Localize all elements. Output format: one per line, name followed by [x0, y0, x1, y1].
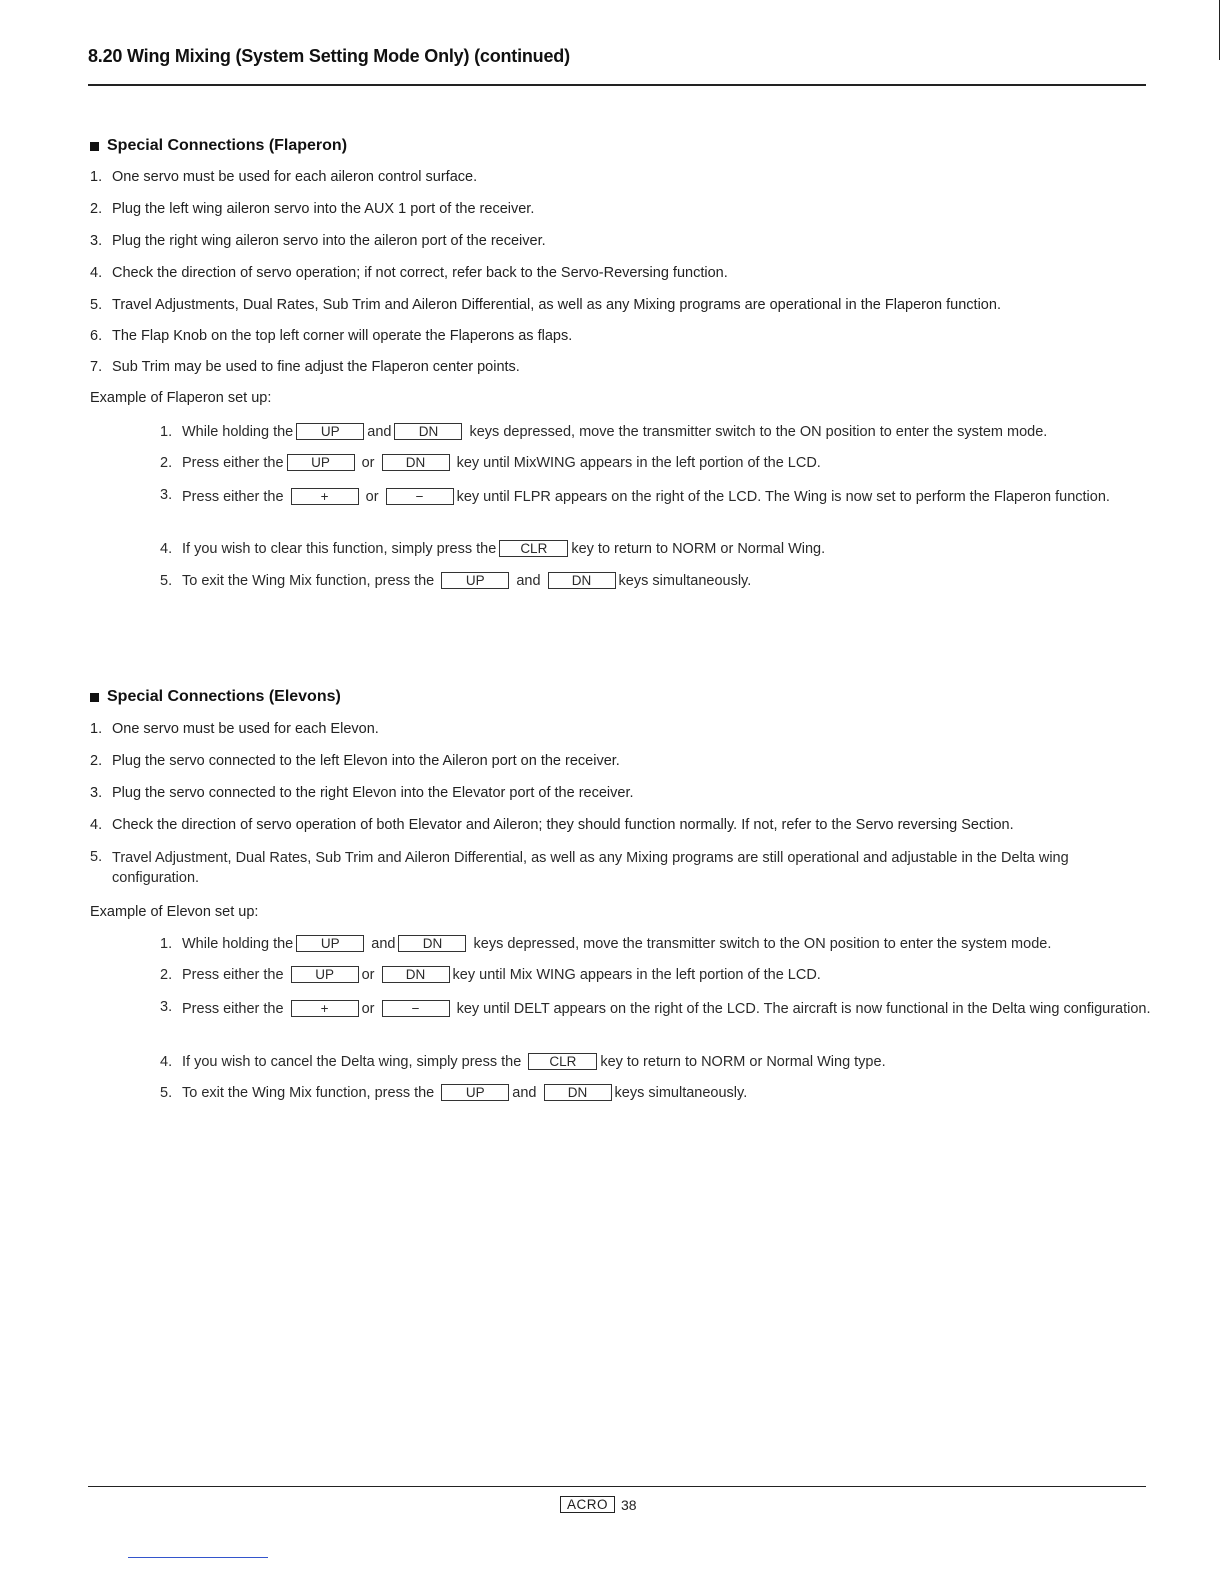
flaperon-step-2: 2. Press either the UP or DN key until MixWING appears in the left portion of the LCD.	[160, 455, 821, 471]
list-item: 4. Check the direction of servo operation; if not correct, refer back to the Servo-Reversing function.	[90, 265, 728, 281]
page-footer	[560, 1496, 637, 1513]
list-item: 3. Plug the servo connected to the right Elevon into the Elevator port of the receiver.	[90, 785, 634, 801]
list-item: 2. Plug the left wing aileron servo into the AUX 1 port of the receiver.	[90, 201, 535, 217]
elevon-heading-text: Special Connections (Elevons)	[107, 688, 341, 705]
up-key: UP	[441, 1084, 509, 1101]
list-item: 7. Sub Trim may be used to fine adjust the Flaperon center points.	[90, 359, 520, 375]
list-item: 1. One servo must be used for each Elevon.	[90, 721, 379, 737]
example-label: Example of Elevon set up:	[90, 904, 259, 920]
up-key: UP	[287, 454, 355, 471]
dn-key: DN	[382, 454, 450, 471]
footer-rule	[88, 1486, 1146, 1487]
list-item: 5. Travel Adjustments, Dual Rates, Sub Trim and Aileron Differential, as well as any Mixing programs are operational in the Flaperon function.	[90, 297, 1001, 313]
list-item: 4. Check the direction of servo operation of both Elevator and Aileron; they should function normally. If not, refer to the Servo reversing Section.	[90, 817, 1014, 833]
bullet-icon	[90, 142, 99, 151]
elevon-step-4: 4. If you wish to cancel the Delta wing, simply press the CLR key to return to NORM or Normal Wing type.	[160, 1054, 886, 1070]
acro-badge: ACRO	[560, 1496, 615, 1513]
elevon-heading	[90, 688, 341, 706]
elevon-step-3: 3. Press either the + or − key until DELT appears on the right of the LCD. The aircraft is now functional in the Delta wing configuration.	[160, 999, 1151, 1017]
flaperon-step-1: 1. While holding the UP and DN keys depressed, move the transmitter switch to the ON position to enter the system mode.	[160, 424, 1048, 440]
link-underline	[128, 1557, 268, 1558]
plus-key: +	[291, 488, 359, 505]
example-label: Example of Flaperon set up:	[90, 390, 272, 406]
dn-key: DN	[548, 572, 616, 589]
dn-key: DN	[398, 935, 466, 952]
minus-key: −	[386, 488, 454, 505]
clr-key: CLR	[528, 1053, 597, 1070]
list-item: 5. Travel Adjustment, Dual Rates, Sub Trim and Aileron Differential, as well as any Mixing programs are still operational and adjustable in the Delta wing configuration.	[90, 849, 1069, 886]
up-key: UP	[441, 572, 509, 589]
up-key: UP	[296, 423, 364, 440]
list-item: 2. Plug the servo connected to the left Elevon into the Aileron port on the receiver.	[90, 753, 620, 769]
up-key: UP	[291, 966, 359, 983]
elevon-step-1: 1. While holding the UP and DN keys depressed, move the transmitter switch to the ON position to enter the system mode.	[160, 936, 1052, 952]
flaperon-heading	[90, 137, 347, 155]
elevon-step-2: 2. Press either the UP or DN key until Mix WING appears in the left portion of the LCD.	[160, 967, 821, 983]
dn-key: DN	[394, 423, 462, 440]
list-item: 6. The Flap Knob on the top left corner will operate the Flaperons as flaps.	[90, 328, 573, 344]
dn-key: DN	[544, 1084, 612, 1101]
minus-key: −	[382, 1000, 450, 1017]
plus-key: +	[291, 1000, 359, 1017]
list-item: 3. Plug the right wing aileron servo into the aileron port of the receiver.	[90, 233, 546, 249]
page-number: 38	[621, 1496, 637, 1513]
up-key: UP	[296, 935, 364, 952]
bullet-icon	[90, 693, 99, 702]
elevon-step-5: 5. To exit the Wing Mix function, press the UP and DN keys simultaneously.	[160, 1085, 748, 1101]
clr-key: CLR	[499, 540, 568, 557]
flaperon-step-3: 3. Press either the + or − key until FLPR appears on the right of the LCD. The Wing is now set to perform the Flaperon function.	[160, 487, 1110, 505]
page-title: 8.20 Wing Mixing (System Setting Mode Only) (continued)	[88, 46, 570, 66]
list-item: 1. One servo must be used for each aileron control surface.	[90, 169, 478, 185]
flaperon-step-4: 4. If you wish to clear this function, simply press the CLR key to return to NORM or Normal Wing.	[160, 541, 826, 557]
flaperon-step-5: 5. To exit the Wing Mix function, press the UP and DN keys simultaneously.	[160, 573, 752, 589]
flaperon-heading-text: Special Connections (Flaperon)	[107, 137, 348, 154]
dn-key: DN	[382, 966, 450, 983]
page-edge-mark	[1219, 0, 1220, 60]
header-rule	[88, 84, 1146, 86]
